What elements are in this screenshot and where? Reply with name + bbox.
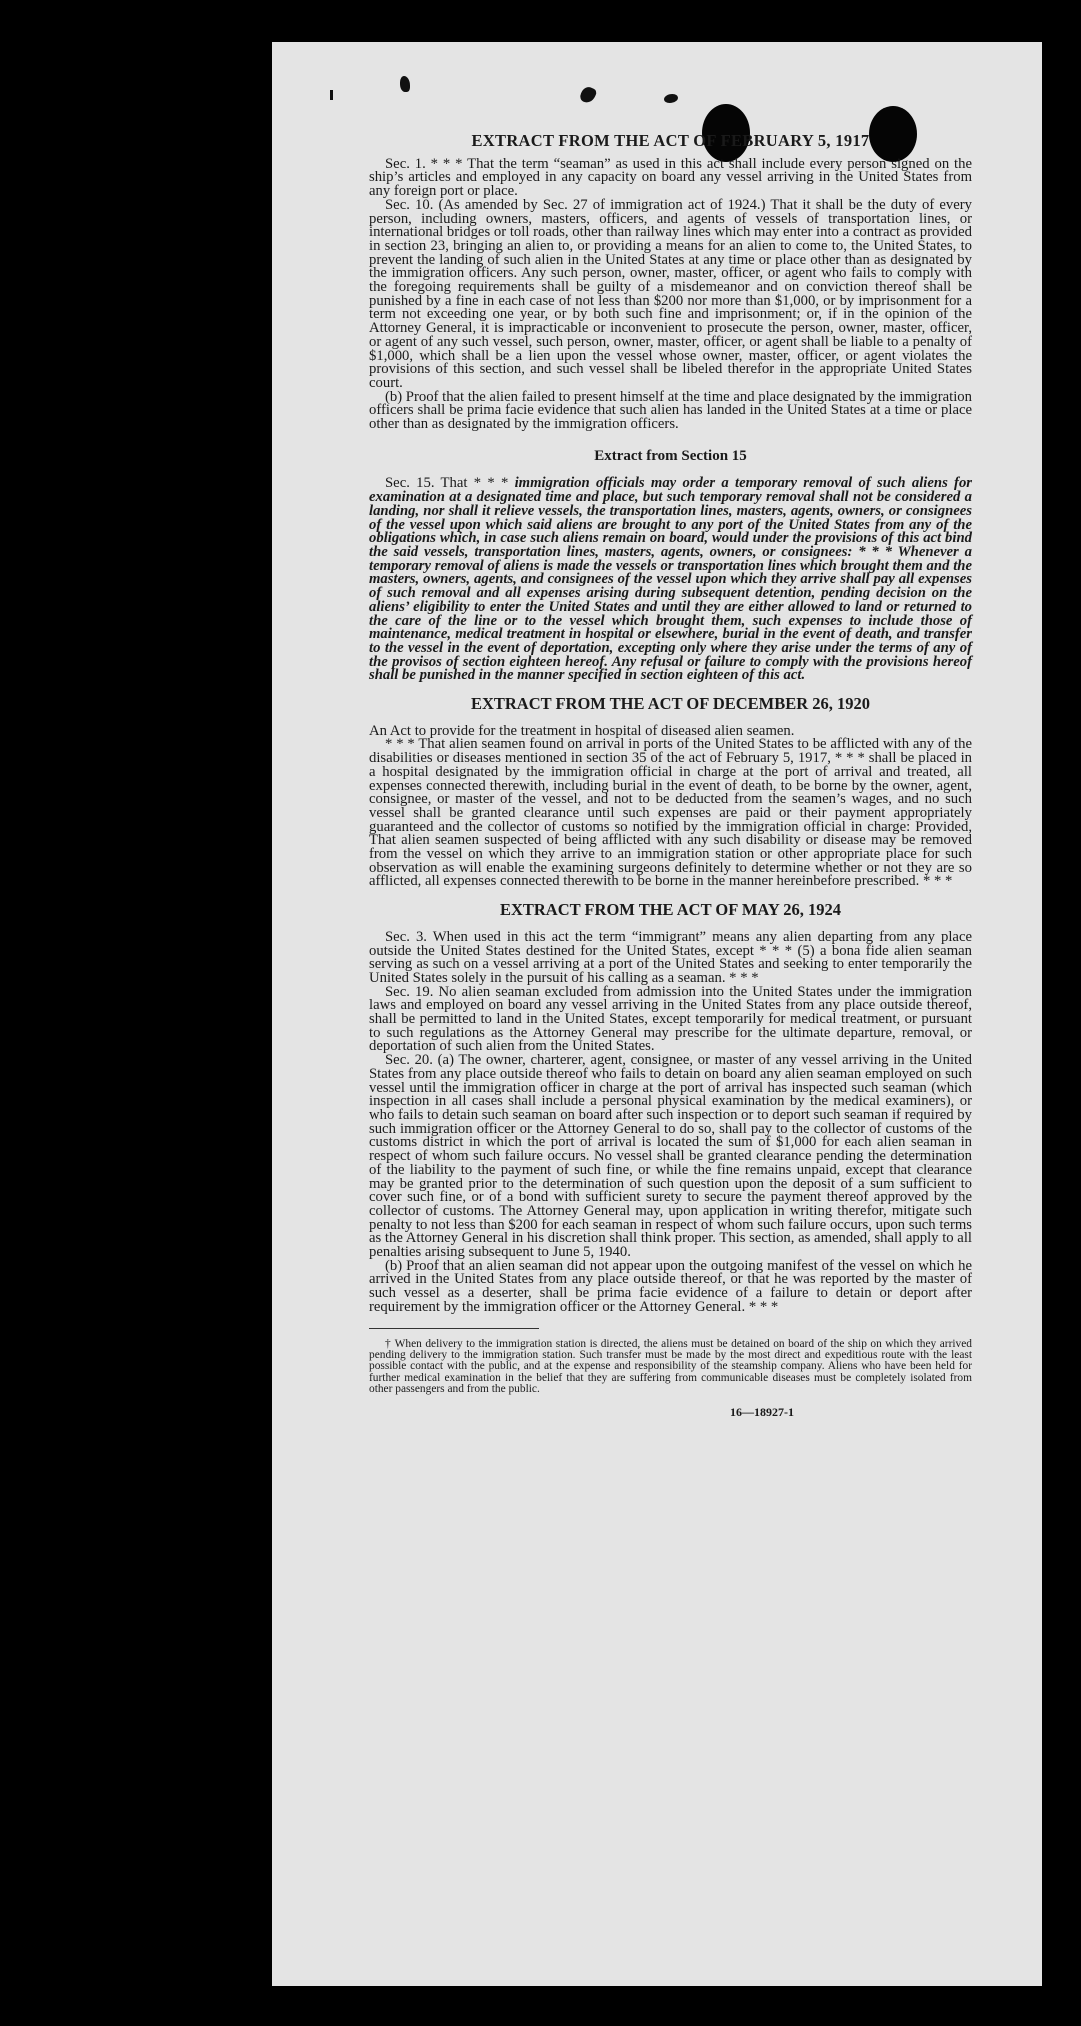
heading-act-1917: EXTRACT FROM THE ACT OF FEBRUARY 5, 1917	[471, 131, 870, 150]
paragraph-sec3: Sec. 3. When used in this act the term “immigrant” means any alien departing from any place outside the United States destined for the United States, except * * * (5) a bona fide alien seaman serving as such on a vessel arriving at a port of the United States and seeking to enter temporarily the United States solely in the pursuit of his calling as a seaman. * * *	[369, 928, 972, 986]
paragraph-sec20a: Sec. 20. (a) The owner, charterer, agent, consignee, or master of any vessel arriving in the United States from any place outside thereof who fails to detain on board any alien seaman employed on such vessel until the immigration officer in charge at the port of arrival has inspected such seaman (which inspection in all cases shall include a personal physical examination by the medical examiners), or who fails to detain such seaman on board after such inspection or to deport such seaman if required by such immigration officer or the Attorney General to do so, shall pay to the collector of customs of the customs district in which the port of arrival is located the sum of $1,000 for each alien seaman in respect of whom such failure occurs. No vessel shall be granted clearance pending the determination of the liability to the payment of such fine, or while the fine remains unpaid, except that clearance may be granted prior to the determination of such question upon the deposit of a sum sufficient to cover such fine, or of a bond with sufficient surety to secure the payment thereof approved by the collector of customs. The Attorney General may, upon application in writing therefor, mitigate such penalty to not less than $200 for each seaman in respect of whom such failure occurs, upon such terms as the Attorney General in his discretion shall think proper. This section, as amended, shall apply to all penalties arising subsequent to June 5, 1940.	[369, 1052, 972, 1261]
document-body	[369, 131, 973, 1419]
ink-smudge	[578, 85, 597, 105]
paragraph-act1920-body: * * * That alien seamen found on arrival in ports of the United States to be afflicted with any of the disabilities or diseases mentioned in section 35 of the act of February 5, 1917, * * * shall be placed in a hospital designated by the immigration official in charge at the port of arrival and treated, all expenses connected therewith, including burial in the event of death, to be borne by the owner, agent, consignee, or master of the vessel, and not to be deducted from the seamen’s wages, and no such vessel shall be granted clearance until such expenses are paid or their payment appropriately guaranteed and the collector of customs so notified by the immigration official in charge: Provided, That alien seamen suspected of being afflicted with any such disability or disease may be removed from the vessel on which they arrive to an immigration station or other appropriate place for such observation as will enable the examining surgeons definitely to determine whether or not they are so afflicted, all expenses connected therewith to be borne in the manner hereinbefore prescribed. * * *	[369, 736, 972, 890]
paragraph-sec1: Sec. 1. * * * That the term “seaman” as used in this act shall include every person signed on the ship’s articles and employed in any capacity on board any vessel arriving in the United States from any foreign port or place.	[369, 155, 972, 200]
paragraph-sec20b: (b) Proof that an alien seaman did not appear upon the outgoing manifest of the vessel on which he arrived in the United States from any place outside thereof, or that he was reported by the master of such vessel as a deserter, shall be prima facie evidence of a failure to detain or deport after requirement by the immigration officer or the Attorney General. * * *	[369, 1257, 972, 1315]
paragraph-sec19: Sec. 19. No alien seaman excluded from admission into the United States under the immigration laws and employed on board any vessel arriving in the United States from any place outside thereof, shall be permitted to land in the United States, except temporarily for medical treatment, or pursuant to such regulations as the Attorney General may prescribe for the ultimate departure, removal, or deportation of such alien from the United States.	[369, 983, 972, 1055]
heading-act-1920: EXTRACT FROM THE ACT OF DECEMBER 26, 1920	[470, 694, 871, 714]
heading-act-1924: EXTRACT FROM THE ACT OF MAY 26, 1924	[499, 900, 842, 920]
paragraph-act1920-title: An Act to provide for the treatment in hospital of diseased alien seamen.	[369, 722, 795, 739]
document-page	[272, 42, 1042, 1986]
paragraph-sec10: Sec. 10. (As amended by Sec. 27 of immigration act of 1924.) That it shall be the duty of every person, including owners, masters, officers, and agents of vessels of transportation lines, or international bridges or toll roads, other than railway lines which may enter into a contract as provided in section 23, bringing an alien to, or providing a means for an alien to come to, the United States, to prevent the landing of such alien in the United States at any time or place other than as designated by the immigration officers. Any such person, owner, master, officer, or agent who fails to comply with the foregoing requirements shall be guilty of a misdemeanor and on conviction thereof shall be punished by a fine in each case of not less than $200 nor more than $1,000, or by imprisonment for a term not exceeding one year, or by both such fine and imprisonment; or, if in the opinion of the Attorney General, it is impracticable or inconvenient to prosecute the person, owner, master, officer, or agent of any such vessel, such person, owner, master, officer, or agent shall be liable to a penalty of $1,000, which shall be a lien upon the vessel whose owner, master, officer, or agent violates the provisions of this section, and such vessel shall be libeled therefor in the appropriate United States court.	[369, 196, 972, 391]
footnote-divider	[369, 1328, 539, 1329]
sec15-lead: Sec. 15. That * * *	[385, 475, 509, 492]
ink-smudge	[330, 90, 333, 100]
paragraph-sec15	[369, 477, 972, 683]
sec15-italic-body: immigration officials may order a temporary removal of such aliens for examination at a designated time and place, but such temporary removal shall not be considered a landing, nor shall it relieve vessels, the transportation lines, masters, agents, owners, or consignees of the vessel upon which said aliens are brought to any port of the United States from any of the obligations which, in case such aliens remain on board, would under the provisions of this act bind the said vessels, transportation lines, masters, agents, owners, or consignees: * * * Whenever a temporary removal of aliens is made the vessels or transportation lines which brought them and the masters, owners, agents, and consignees of the vessel upon which they arrive shall pay all expenses of such removal and all expenses arising during subsequent detention, pending decision on the aliens’ eligibility to enter the United States and until they are either allowed to land or returned to the care of the line or to the vessel which brought them, such expenses to include those of maintenance, medical treatment in hospital or elsewhere, burial in the event of death, and transfer to the vessel in the event of deportation, excepting only where they arise under the terms of any of the provisos of section eighteen hereof. Any refusal or failure to comply with the provisions hereof shall be punished in the manner specified in section eighteen of this act.	[369, 475, 973, 684]
footnote-text: † When delivery to the immigration station is directed, the aliens must be detained on board of the ship on which they arrived pending delivery to the immigration station. Such transfer must be made by the most direct and expeditious route with the least possible contact with the public, and at the expense and responsibility of the steamship company. Aliens who have been held for further medical examination in the belief that they are suffering from communicable diseases must be completely isolated from other passengers and from the public.	[369, 1337, 972, 1396]
form-number: 16—18927-1	[730, 1404, 794, 1419]
ink-smudge	[400, 76, 410, 92]
footnote	[369, 1339, 972, 1396]
paragraph-sec10b: (b) Proof that the alien failed to present himself at the time and place designated by the immigration officers shall be prima facie evidence that such alien has landed in the United States at a time or place other than as designated by the immigration officers.	[369, 388, 972, 433]
ink-smudge	[664, 94, 678, 103]
heading-section-15: Extract from Section 15	[594, 447, 747, 464]
